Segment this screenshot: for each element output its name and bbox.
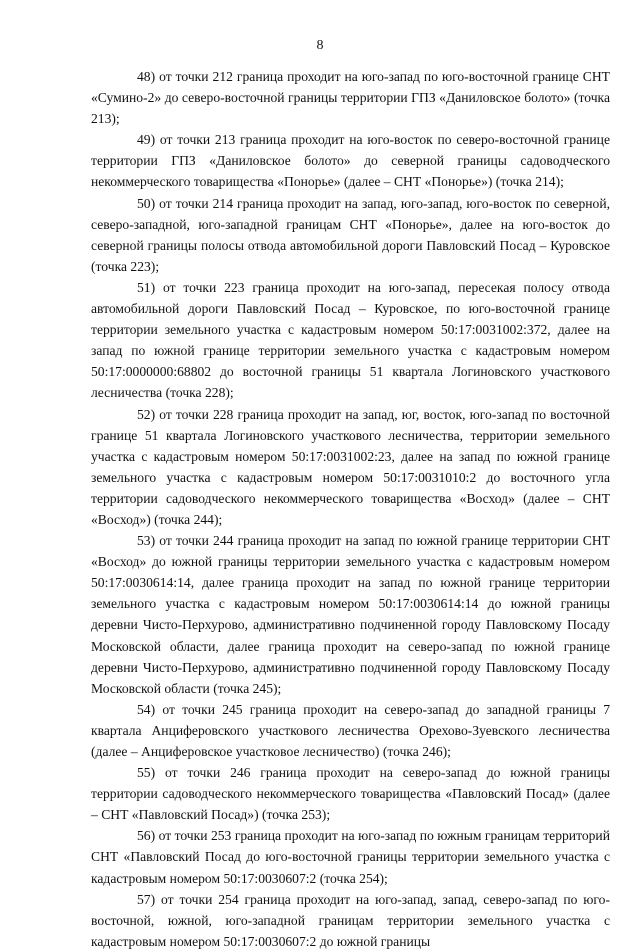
paragraph-53: 53) от точки 244 граница проходит на запад по южной границе территории СНТ «Восход» до южной границы территории земельного участка с кадастровым номером 50:17:0030614:14, далее граница проходит на запад по южной границе территории земельного участка с кадастровым номером 50:17:0030614:14 до южной границы деревни Чисто-Перхурово, административно подчиненной городу Павловскому Посаду Московской области, далее граница проходит на северо-запад по южной границе деревни Чисто-Перхурово, административно подчиненной городу Павловскому Посаду Московской области (точка 245);: [91, 533, 610, 696]
paragraph-54: 54) от точки 245 граница проходит на северо-запад до западной границы 7 квартала Анциферовского участкового лесничества Орехово-Зуевского лесничества (далее – Анциферовское участковое лесничество) (точка 246);: [91, 701, 610, 759]
paragraph-48: 48) от точки 212 граница проходит на юго-запад по юго-восточной границе СНТ «Сумино-2» до северо-восточной границы территории ГПЗ «Даниловское болото» (точка 213);: [91, 69, 610, 127]
paragraph-52: 52) от точки 228 граница проходит на запад, юг, восток, юго-запад по восточной границе 51 квартала Логиновского участкового лесничества, территории земельного участка с кадастровым номером 50:17:0031002:23, далее на запад по южной границе земельного участка с кадастровым номером 50:17:0031010:2 до восточного угла территории садоводческого некоммерческого товарищества «Восход» (далее – СНТ «Восход») (точка 244);: [91, 406, 610, 527]
page-number: 8: [316, 38, 324, 53]
paragraph-50: 50) от точки 214 граница проходит на запад, юго-запад, юго-восток по северной, северо-западной, юго-западной границам СНТ «Понорье», далее на юго-восток до северной границы полосы отвода автомобильной дороги Павловский Посад – Куровское (точка 223);: [91, 195, 610, 274]
paragraph-49: 49) от точки 213 граница проходит на юго-восток по северо-восточной границе территории ГПЗ «Даниловское болото» до северной границы садоводческого некоммерческого товарищества «Понорье» (далее – СНТ «Понорье») (точка 214);: [91, 132, 610, 190]
paragraph-55: 55) от точки 246 граница проходит на северо-запад до южной границы территории садоводческого некоммерческого товарищества «Павловский Посад» (далее – СНТ «Павловский Посад») (точка 253);: [91, 765, 610, 823]
paragraph-56: 56) от точки 253 граница проходит на юго-запад по южным границам территорий СНТ «Павловский Посад до юго-восточной границы территории земельного участка с кадастровым номером 50:17:0030607:2 (точка 254);: [91, 828, 610, 886]
document-body: [91, 66, 610, 952]
paragraph-51: 51) от точки 223 граница проходит на юго-запад, пересекая полосу отвода автомобильной дороги Павловский Посад – Куровское, по юго-восточной границе территории земельного участка с кадастровым номером 50:17:0031002:372, далее на запад по южной границе территории земельного участка с кадастровым номером 50:17:0000000:68802 до восточной границы 51 квартала Логиновского участкового лесничества (точка 228);: [91, 279, 610, 401]
paragraph-57: 57) от точки 254 граница проходит на юго-запад, запад, северо-запад по юго-восточной, южной, юго-западной границам территории земельного участка с кадастровым номером 50:17:0030607:2 до южной границы: [91, 891, 610, 949]
